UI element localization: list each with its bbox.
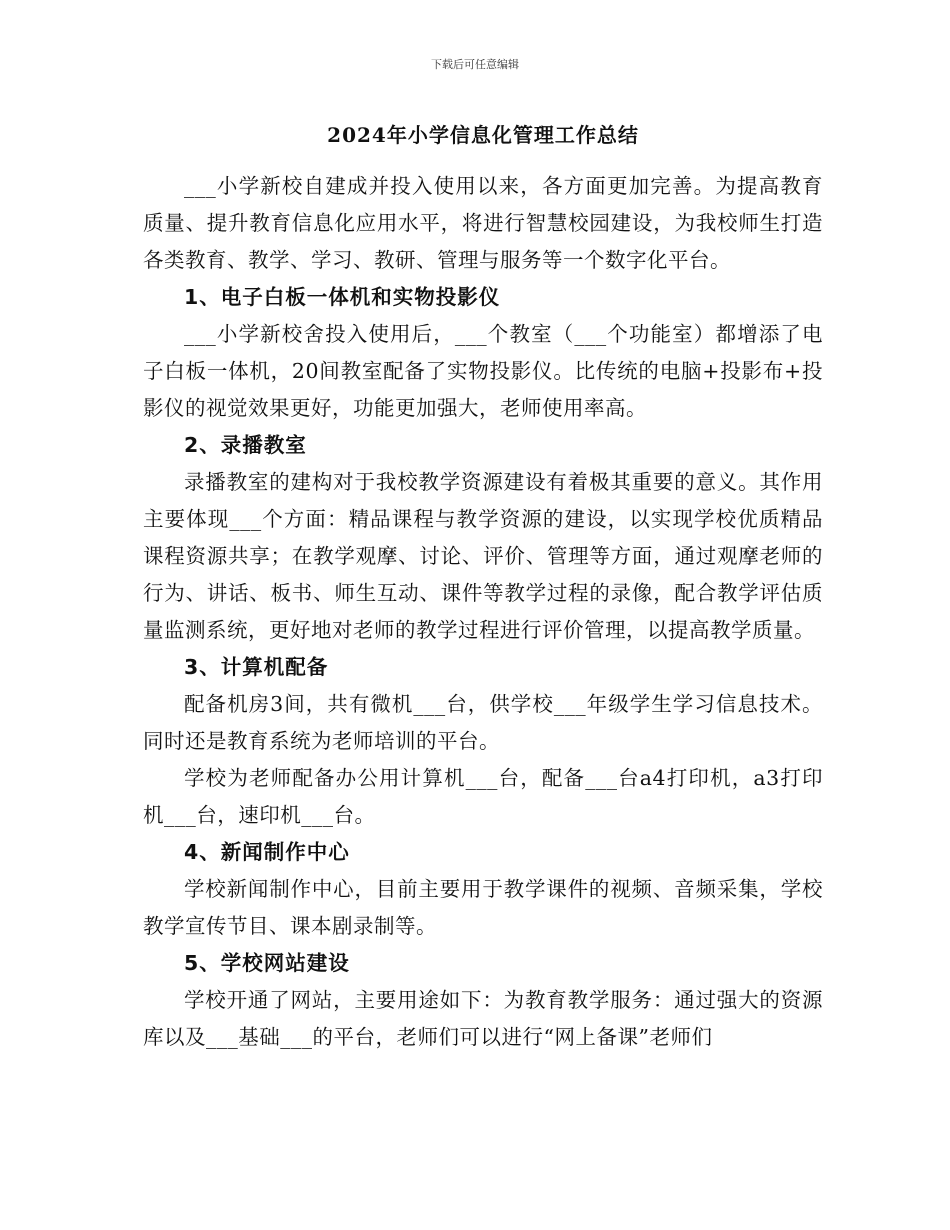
header-note: 下载后可任意编辑	[431, 58, 519, 71]
paragraph-news-center: 学校新闻制作中心，目前主要用于教学课件的视频、音频采集，学校教学宣传节目、课本剧录制等。	[143, 877, 823, 938]
section-heading-recording-room: 2、录播教室	[184, 433, 307, 457]
section-heading-website: 5、学校网站建设	[184, 951, 350, 975]
paragraph-website: 学校开通了网站，主要用途如下：为教育教学服务：通过强大的资源库以及___基础___的平台，老师们可以进行“网上备课”老师们	[143, 988, 823, 1049]
section-heading-whiteboard: 1、电子白板一体机和实物投影仪	[184, 285, 501, 309]
paragraph-whiteboard: ___小学新校舍投入使用后，___个教室（___个功能室）都增添了电子白板一体机，20间教室配备了实物投影仪。比传统的电脑+投影布+投影仪的视觉效果更好，功能更加强大，老师使用率高。	[143, 322, 823, 420]
paragraph-recording-room: 录播教室的建构对于我校教学资源建设有着极其重要的意义。其作用主要体现___个方面：精品课程与教学资源的建设，以实现学校优质精品课程资源共享；在教学观摩、讨论、评价、管理等方面，通过观摩老师的行为、讲话、板书、师生互动、课件等教学过程的录像，配合教学评估质量监测系统，更好地对老师的教学过程进行评价管理，以提高教学质量。	[143, 470, 823, 642]
paragraph-intro: ___小学新校自建成并投入使用以来，各方面更加完善。为提高教育质量、提升教育信息化应用水平，将进行智慧校园建设，为我校师生打造各类教育、教学、学习、教研、管理与服务等一个数字化平台。	[143, 174, 823, 272]
document-title: 2024年小学信息化管理工作总结	[327, 123, 639, 147]
section-heading-computers: 3、计算机配备	[184, 655, 329, 679]
document-page	[143, 118, 823, 1056]
paragraph-teacher-computers: 学校为老师配备办公用计算机___台，配备___台a4打印机，a3打印机___台，速印机___台。	[143, 766, 823, 827]
section-heading-news-center: 4、新闻制作中心	[184, 840, 350, 864]
paragraph-computer-lab: 配备机房3间，共有微机___台，供学校___年级学生学习信息技术。同时还是教育系统为老师培训的平台。	[143, 692, 823, 753]
